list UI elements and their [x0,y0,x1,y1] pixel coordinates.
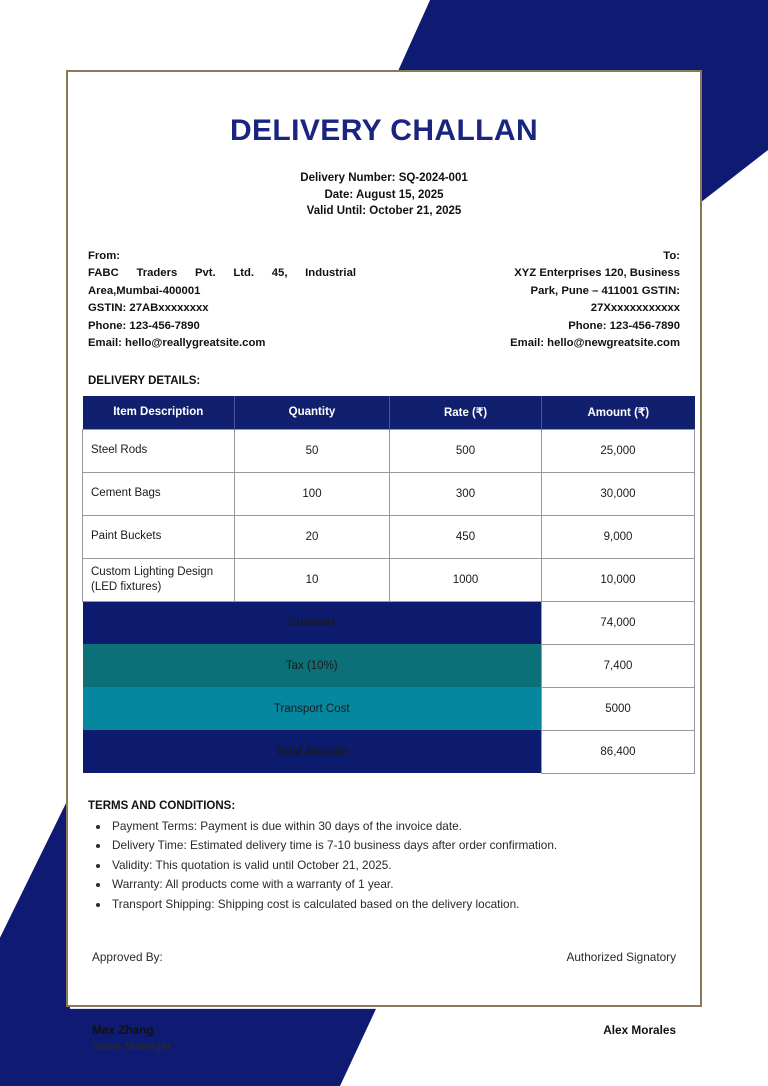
item-description: Custom Lighting Design (LED fixtures) [83,558,235,601]
summary-value: 5000 [542,687,695,730]
item-amount: 10,000 [542,558,695,601]
column-header-quantity: Quantity [235,396,390,430]
item-quantity: 10 [235,558,390,601]
delivery-details-heading: DELIVERY DETAILS: [88,374,201,387]
summary-row [83,601,695,644]
authorized-signatory-label: Authorized Signatory [566,950,676,964]
summary-row [83,644,695,687]
item-description: Paint Buckets [83,515,235,558]
delivery-items-table [82,396,695,774]
item-amount: 9,000 [542,515,695,558]
approver-name: Max Zhang [92,1023,154,1037]
column-header-description: Item Description [83,396,235,430]
table-row [83,558,695,601]
summary-value: 74,000 [542,601,695,644]
table-row [83,429,695,472]
term-item: • Transport Shipping: Shipping cost is calculated based on the delivery location. [110,895,680,915]
term-item: • Payment Terms: Payment is due within 30 days of the invoice date. [110,817,680,837]
column-header-rate: Rate (₹) [390,396,542,430]
item-amount: 30,000 [542,472,695,515]
table-row [83,472,695,515]
signatory-name: Alex Morales [603,1023,676,1037]
summary-value: 86,400 [542,730,695,773]
summary-row [83,687,695,730]
item-quantity: 100 [235,472,390,515]
term-item: • Delivery Time: Estimated delivery time is 7-10 business days after order confirmation. [110,836,680,856]
item-rate: 300 [390,472,542,515]
valid-until: Valid Until: October 21, 2025 [306,205,462,217]
party-to-address-line1: XYZ Enterprises 120, Business [514,267,680,279]
party-to [412,248,680,353]
summary-row [83,730,695,773]
item-rate: 500 [390,429,542,472]
party-from [88,248,356,353]
party-from-address-line1: FABC Traders Pvt. Ltd. 45, Industrial [88,267,356,279]
item-rate: 450 [390,515,542,558]
party-from-label: From: [88,249,121,262]
approver-block [92,1022,171,1055]
page-title: DELIVERY CHALLAN [229,114,539,147]
party-to-phone: Phone: 123-456-7890 [568,319,680,332]
terms-list [88,817,680,915]
summary-label: Tax (10%) [83,644,542,687]
item-quantity: 20 [235,515,390,558]
item-rate: 1000 [390,558,542,601]
column-header-amount: Amount (₹) [542,396,695,430]
party-from-address-line2: Area,Mumbai-400001 [88,284,201,297]
summary-label: Subtotal [83,601,542,644]
approved-by-label: Approved By: [92,950,163,964]
terms-heading: TERMS AND CONDITIONS: [88,799,236,812]
party-to-email: Email: hello@newgreatsite.com [510,337,680,349]
delivery-number: Delivery Number: SQ-2024-001 [300,172,468,184]
table-row [83,515,695,558]
item-description: Steel Rods [83,429,235,472]
signatory-block [603,1022,676,1038]
party-to-gstin: 27Xxxxxxxxxxxx [590,302,680,314]
summary-value: 7,400 [542,644,695,687]
party-to-address-line2: Park, Pune – 411001 GSTIN: [530,284,680,297]
party-from-gstin: GSTIN: 27ABxxxxxxxx [88,302,209,314]
signature-section [92,950,676,1070]
summary-label: Transport Cost [83,687,542,730]
party-from-phone: Phone: 123-456-7890 [88,319,200,332]
term-item: • Warranty: All products come with a warranty of 1 year. [110,875,680,895]
document-meta [82,170,686,220]
delivery-date: Date: August 15, 2025 [324,188,444,201]
delivery-items-body [83,429,695,773]
summary-label: Total Amount [83,730,542,773]
term-item: • Validity: This quotation is valid until October 21, 2025. [110,856,680,876]
party-from-email: Email: hello@reallygreatsite.com [88,337,266,349]
party-to-label: To: [663,249,680,262]
delivery-challan-card [66,70,702,1053]
table-header-row [83,396,695,430]
item-description: Cement Bags [83,472,235,515]
item-amount: 25,000 [542,429,695,472]
terms-and-conditions-section [88,800,680,915]
approver-role: Sales Manager [92,1039,172,1053]
item-quantity: 50 [235,429,390,472]
parties-section [82,248,686,353]
